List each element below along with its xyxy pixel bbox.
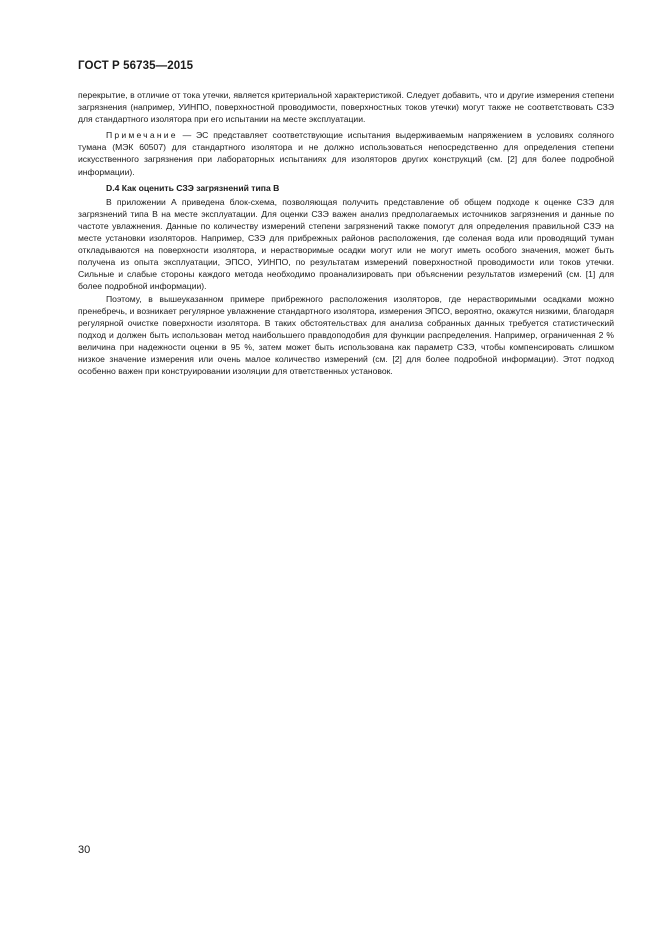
standard-title: ГОСТ Р 56735—2015 bbox=[78, 60, 194, 72]
body-paragraph-2: Поэтому, в вышеуказанном примере прибрежного расположения изоляторов, где нерастворимыми осадками можно пренебречь, и возникает регулярное увлажнение стандартного изолятора, измерения ЭПСО, вероятно, окажутся низкими, благодаря регулярной очистке поверхности изолятора. В таких обстоятельствах для анализа собранных данных требуется статистический подход и должен быть использован метод наибольшего правдоподобия для функции распределения. Например, ограниченная 2 % величина при надежности оценки в 95 %, затем может быть использована как параметр СЗЭ, чтобы компенсировать слишком низкое значение измерения или очень малое количество измерений (см. [2] для более подробной информации). Этот подход особенно важен при конструировании изоляции для ответственных установок. bbox=[78, 293, 614, 377]
page-body bbox=[78, 89, 614, 377]
page-number: 30 bbox=[78, 844, 91, 856]
note-text: — ЭС представляет соответствующие испытания выдерживаемым напряжением в условиях соляного тумана (МЭК 60507) для стандартного изолятора и не должно использоваться непосредственно для определения степени искусственного загрязнения при лабораторных испытаниях для изоляторов других конструкций (см. [2] для более подробной информации). bbox=[78, 130, 614, 177]
body-paragraph-1: В приложении А приведена блок-схема, позволяющая получить представление об общем подходе к оценке СЗЭ для загрязнений типа В на месте эксплуатации. Для оценки СЗЭ важен анализ предполагаемых источников загрязнения и данные по частоте увлажнения. Данные по количеству измерений степени загрязнений также помогут для определения правильной СЗЭ на месте установки изоляторов. Например, СЗЭ для прибрежных районов расположения, где соленая вода или проводящий туман откладываются на поверхности изолятора, и нерастворимые осадки могут или не могут иметь особого значения, может быть получена из опыта эксплуатации, ЭПСО, УИНПО, по результатам измерений поверхностной проводимости или токов утечки. Сильные и слабые стороны каждого метода необходимо проанализировать при объяснении результатов измерений (см. [1] для более подробной информации). bbox=[78, 196, 614, 292]
note-paragraph bbox=[78, 129, 614, 177]
section-heading: D.4 Как оценить СЗЭ загрязнений типа В bbox=[106, 182, 280, 193]
note-label: Примечание bbox=[106, 130, 178, 141]
intro-paragraph: перекрытие, в отличие от тока утечки, является критериальной характеристикой. Следует добавить, что и другие измерения степени загрязнения (например, УИНПО, поверхностной проводимости, поверхностных токов утечки) могут также не соответствовать СЗЭ для стандартного изолятора при его испытании на месте эксплуатации. bbox=[78, 90, 614, 125]
